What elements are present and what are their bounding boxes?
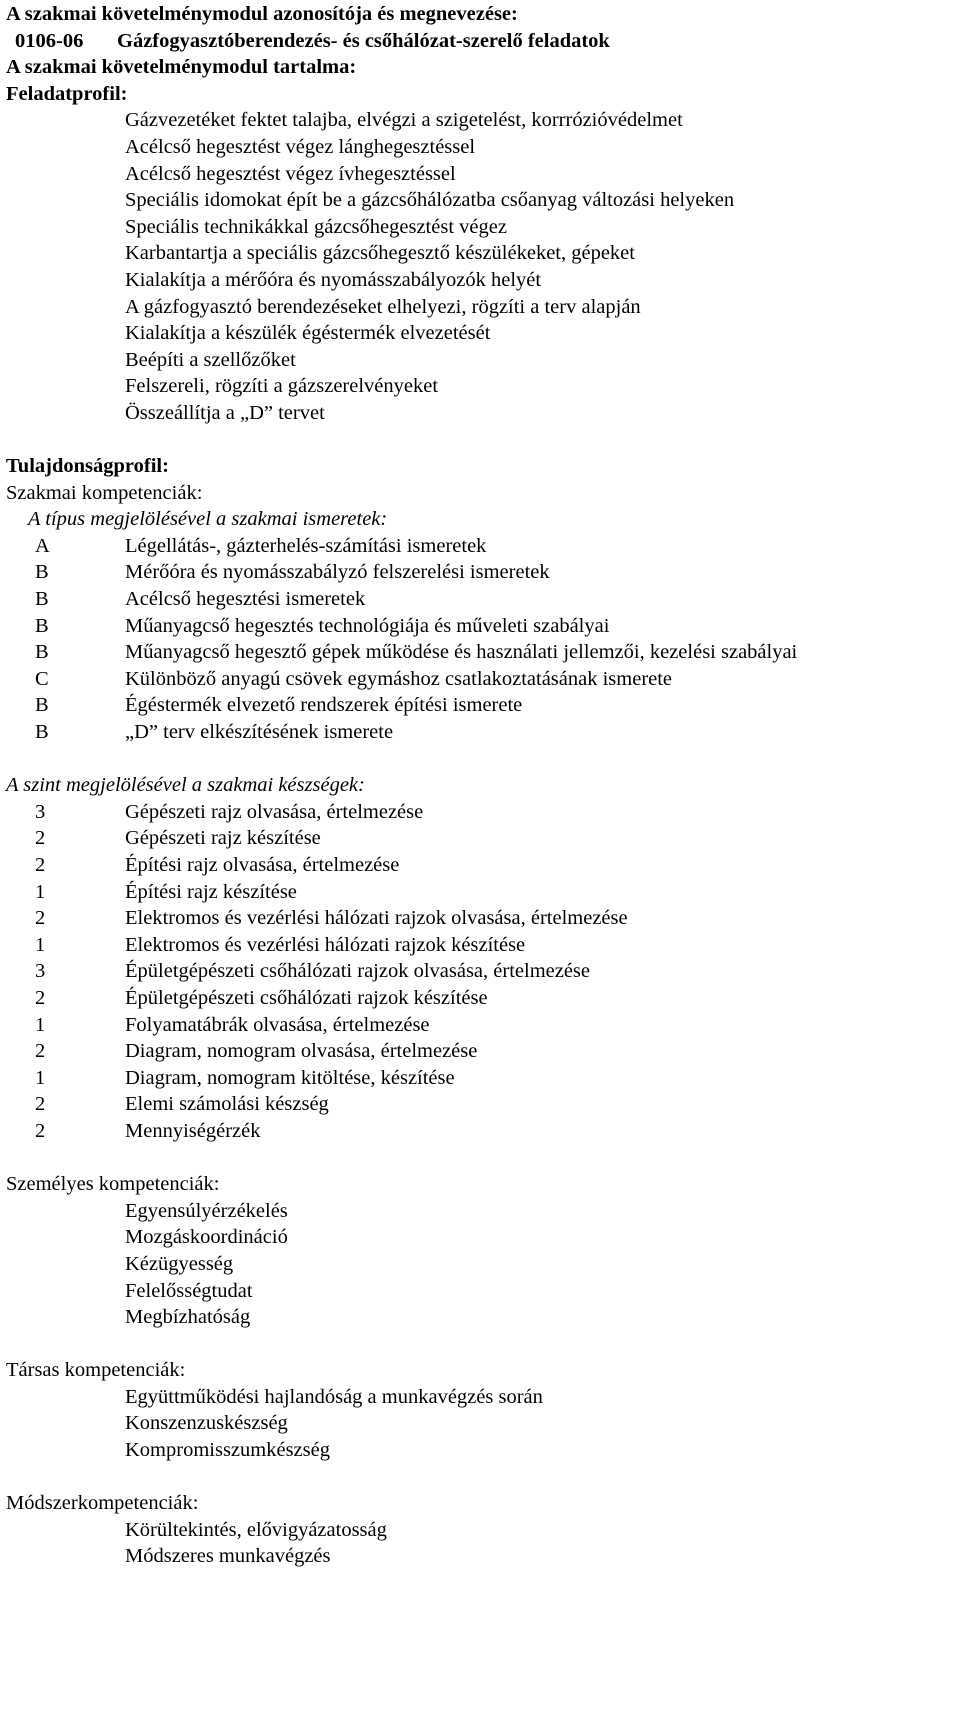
knowledge-item-text: Műanyagcső hegesztő gépek működése és használati jellemzői, kezelési szabályai <box>125 641 798 664</box>
knowledge-item-text: Égéstermék elvezető rendszerek építési ismerete <box>125 694 523 717</box>
social-competencies-label: Társas kompetenciák: <box>6 1359 186 1382</box>
personal-competencies-label: Személyes kompetenciák: <box>6 1173 220 1196</box>
skill-item-text: Mennyiségérzék <box>125 1119 261 1142</box>
task-item: Gázvezetéket fektet talajba, elvégzi a szigetelést, korrrózióvédelmet <box>125 109 683 132</box>
skill-item-code: 3 <box>35 960 46 983</box>
skill-item-text: Gépészeti rajz olvasása, értelmezése <box>125 800 424 823</box>
knowledge-item-text: „D” terv elkészítésének ismerete <box>125 721 394 744</box>
personal-item: Kézügyesség <box>125 1252 234 1275</box>
task-item: Beépíti a szellőzőket <box>125 348 296 371</box>
professional-competencies-label: Szakmai kompetenciák: <box>6 481 203 504</box>
skill-item-code: 2 <box>35 1119 46 1142</box>
task-item: Kialakítja a mérőóra és nyomásszabályozók helyét <box>125 268 542 291</box>
module-name: Gázfogyasztóberendezés- és csőhálózat-szerelő feladatok <box>117 29 610 52</box>
personal-item: Megbízhatóság <box>125 1306 251 1329</box>
knowledge-item <box>6 719 956 746</box>
personal-item: Felelősségtudat <box>125 1279 253 1302</box>
method-item: Módszeres munkavégzés <box>125 1545 331 1568</box>
task-item: A gázfogyasztó berendezéseket elhelyezi, rögzíti a terv alapján <box>125 295 641 318</box>
skill-item <box>6 932 956 959</box>
skill-item-code: 2 <box>35 854 46 876</box>
method-list <box>6 1517 956 1570</box>
skill-item-text: Építési rajz olvasása, értelmezése <box>125 854 400 876</box>
task-profile-title: Feladatprofil: <box>6 82 128 105</box>
knowledge-item-code: C <box>35 667 49 690</box>
task-item: Karbantartja a speciális gázcsőhegesztő készülékeket, gépeket <box>125 242 635 265</box>
skills-list <box>6 799 956 1145</box>
knowledge-item-code: B <box>35 721 49 744</box>
skill-item-code: 1 <box>35 1066 46 1089</box>
skill-item-text: Építési rajz készítése <box>125 880 297 903</box>
content-label: A szakmai követelménymodul tartalma: <box>6 56 357 79</box>
knowledge-item-text: Mérőóra és nyomásszabályzó felszerelési ismeretek <box>125 561 550 584</box>
module-code: 0106-06 <box>15 29 84 52</box>
skill-item-code: 2 <box>35 1093 46 1116</box>
skill-item-code: 1 <box>35 880 46 903</box>
knowledge-label: A típus megjelölésével a szakmai ismeretek: <box>28 508 388 531</box>
personal-item: Egyensúlyérzékelés <box>125 1199 288 1222</box>
skill-item-text: Épületgépészeti csőhálózati rajzok olvasása, értelmezése <box>125 960 591 983</box>
skill-item-text: Gépészeti rajz készítése <box>125 827 321 850</box>
task-item: Speciális idomokat épít be a gázcsőhálózatba csőanyag változási helyeken <box>125 189 735 212</box>
task-item: Felszereli, rögzíti a gázszerelvényeket <box>125 375 439 398</box>
skill-item <box>6 825 956 852</box>
social-item: Együttműködési hajlandóság a munkavégzés során <box>125 1385 543 1408</box>
knowledge-item <box>6 692 956 719</box>
skill-item-code: 1 <box>35 1013 46 1036</box>
task-list <box>6 107 956 426</box>
skill-item-text: Épületgépészeti csőhálózati rajzok készítése <box>125 986 488 1009</box>
knowledge-item-code: B <box>35 694 49 717</box>
skill-item-code: 2 <box>35 827 46 850</box>
skill-item-code: 2 <box>35 907 46 930</box>
task-item: Kialakítja a készülék égéstermék elvezetését <box>125 322 491 345</box>
document-page <box>6 1 956 1570</box>
skill-item-text: Elemi számolási készség <box>125 1093 329 1116</box>
method-item: Körültekintés, elővigyázatosság <box>125 1518 387 1541</box>
social-item: Konszenzuskészség <box>125 1412 288 1435</box>
social-item: Kompromisszumkészség <box>125 1439 330 1462</box>
property-profile-title: Tulajdonságprofil: <box>6 455 169 478</box>
knowledge-item-text: Légellátás-, gázterhelés-számítási ismeretek <box>125 534 487 557</box>
method-competencies-label: Módszerkompetenciák: <box>6 1492 199 1515</box>
skill-item <box>6 1091 956 1118</box>
knowledge-item <box>6 586 956 613</box>
skill-item <box>6 1065 956 1092</box>
skill-item <box>6 879 956 906</box>
knowledge-item-code: B <box>35 614 49 637</box>
skill-item-text: Folyamatábrák olvasása, értelmezése <box>125 1013 430 1036</box>
skill-item-code: 1 <box>35 933 46 956</box>
skill-item-code: 2 <box>35 986 46 1009</box>
module-id-row <box>6 28 956 55</box>
skill-item <box>6 985 956 1012</box>
knowledge-item-code: A <box>35 534 50 557</box>
skill-item <box>6 958 956 985</box>
skill-item <box>6 799 956 826</box>
knowledge-item <box>6 559 956 586</box>
skill-item-text: Elektromos és vezérlési hálózati rajzok készítése <box>125 933 526 956</box>
skills-label: A szint megjelölésével a szakmai készségek: <box>6 774 365 797</box>
knowledge-item <box>6 533 956 560</box>
knowledge-item-text: Különböző anyagú csövek egymáshoz csatlakoztatásának ismerete <box>125 667 673 690</box>
knowledge-item-text: Műanyagcső hegesztés technológiája és műveleti szabályai <box>125 614 610 637</box>
task-item: Összeállítja a „D” tervet <box>125 401 325 424</box>
skill-item <box>6 1038 956 1065</box>
skill-item <box>6 1012 956 1039</box>
knowledge-item-text: Acélcső hegesztési ismeretek <box>125 588 366 611</box>
skill-item-text: Elektromos és vezérlési hálózati rajzok olvasása, értelmezése <box>125 907 628 930</box>
knowledge-item-code: B <box>35 641 49 664</box>
social-list <box>6 1384 956 1464</box>
module-label: A szakmai követelménymodul azonosítója és megnevezése: <box>6 3 518 25</box>
skill-item-code: 2 <box>35 1040 46 1063</box>
knowledge-item-code: B <box>35 561 49 584</box>
task-item: Speciális technikákkal gázcsőhegesztést végez <box>125 215 507 238</box>
knowledge-item <box>6 639 956 666</box>
knowledge-list <box>6 533 956 746</box>
skill-item-code: 3 <box>35 800 46 823</box>
task-item: Acélcső hegesztést végez lánghegesztéssel <box>125 135 476 158</box>
knowledge-item-code: B <box>35 588 49 611</box>
skill-item-text: Diagram, nomogram olvasása, értelmezése <box>125 1040 478 1063</box>
skill-item-text: Diagram, nomogram kitöltése, készítése <box>125 1066 455 1089</box>
skill-item <box>6 905 956 932</box>
knowledge-item <box>6 666 956 693</box>
skill-item <box>6 1118 956 1145</box>
skill-item <box>6 852 956 879</box>
personal-list <box>6 1198 956 1331</box>
personal-item: Mozgáskoordináció <box>125 1226 288 1249</box>
task-item: Acélcső hegesztést végez ívhegesztéssel <box>125 162 456 185</box>
knowledge-item <box>6 613 956 640</box>
